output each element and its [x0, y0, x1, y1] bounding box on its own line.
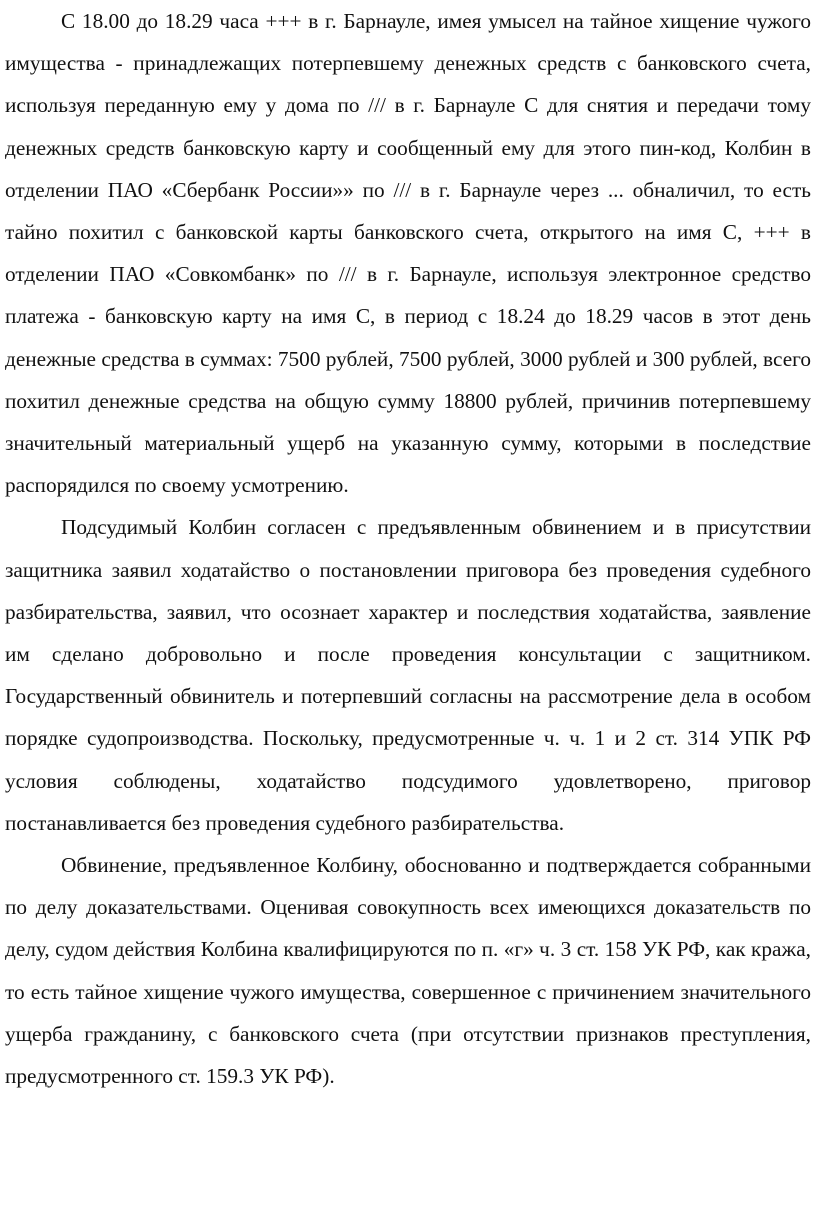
paragraph-special-procedure: Подсудимый Колбин согласен с предъявленным обвинением и в присутствии защитника заявил ходатайство о постановлении приговора без проведения судебного разбирательства, заявил, что осознает характер и последствия ходатайства, заявление им сделано добровольно и после проведения консультации с защитником. Государственный обвинитель и потерпевший согласны на рассмотрение дела в особом порядке судопроизводства. Поскольку, предусмотренные ч. ч. 1 и 2 ст. 314 УПК РФ условия соблюдены, ходатайство подсудимого удовлетворено, приговор постанавливается без проведения судебного разбирательства.: [5, 515, 811, 835]
paragraph-qualification: Обвинение, предъявленное Колбину, обоснованно и подтверждается собранными по делу доказательствами. Оценивая совокупность всех имеющихся доказательств по делу, судом действия Колбина квалифицируются по п. «г» ч. 3 ст. 158 УК РФ, как кража, то есть тайное хищение чужого имущества, совершенное с причинением значительного ущерба гражданину, с банковского счета (при отсутствии признаков преступления, предусмотренного ст. 159.3 УК РФ).: [5, 853, 811, 1089]
paragraph-crime-description: С 18.00 до 18.29 часа +++ в г. Барнауле, имея умысел на тайное хищение чужого имущества - принадлежащих потерпевшему денежных средств с банковского счета, используя переданную ему у дома по /// в г. Барнауле С для снятия и передачи тому денежных средств банковскую карту и сообщенный ему для этого пин-код, Колбин в отделении ПАО «Сбербанк России»» по /// в г. Барнауле через ... обналичил, то есть тайно похитил с банковской карты банковского счета, открытого на имя С, +++ в отделении ПАО «Совкомбанк» по /// в г. Барнауле, используя электронное средство платежа - банковскую карту на имя С, в период с 18.24 до 18.29 часов в этот день денежные средства в суммах: 7500 рублей, 7500 рублей, 3000 рублей и 300 рублей, всего похитил денежные средства на общую сумму 18800 рублей, причинив потерпевшему значительный материальный ущерб на указанную сумму, которыми в последствие распорядился по своему усмотрению.: [5, 9, 811, 498]
